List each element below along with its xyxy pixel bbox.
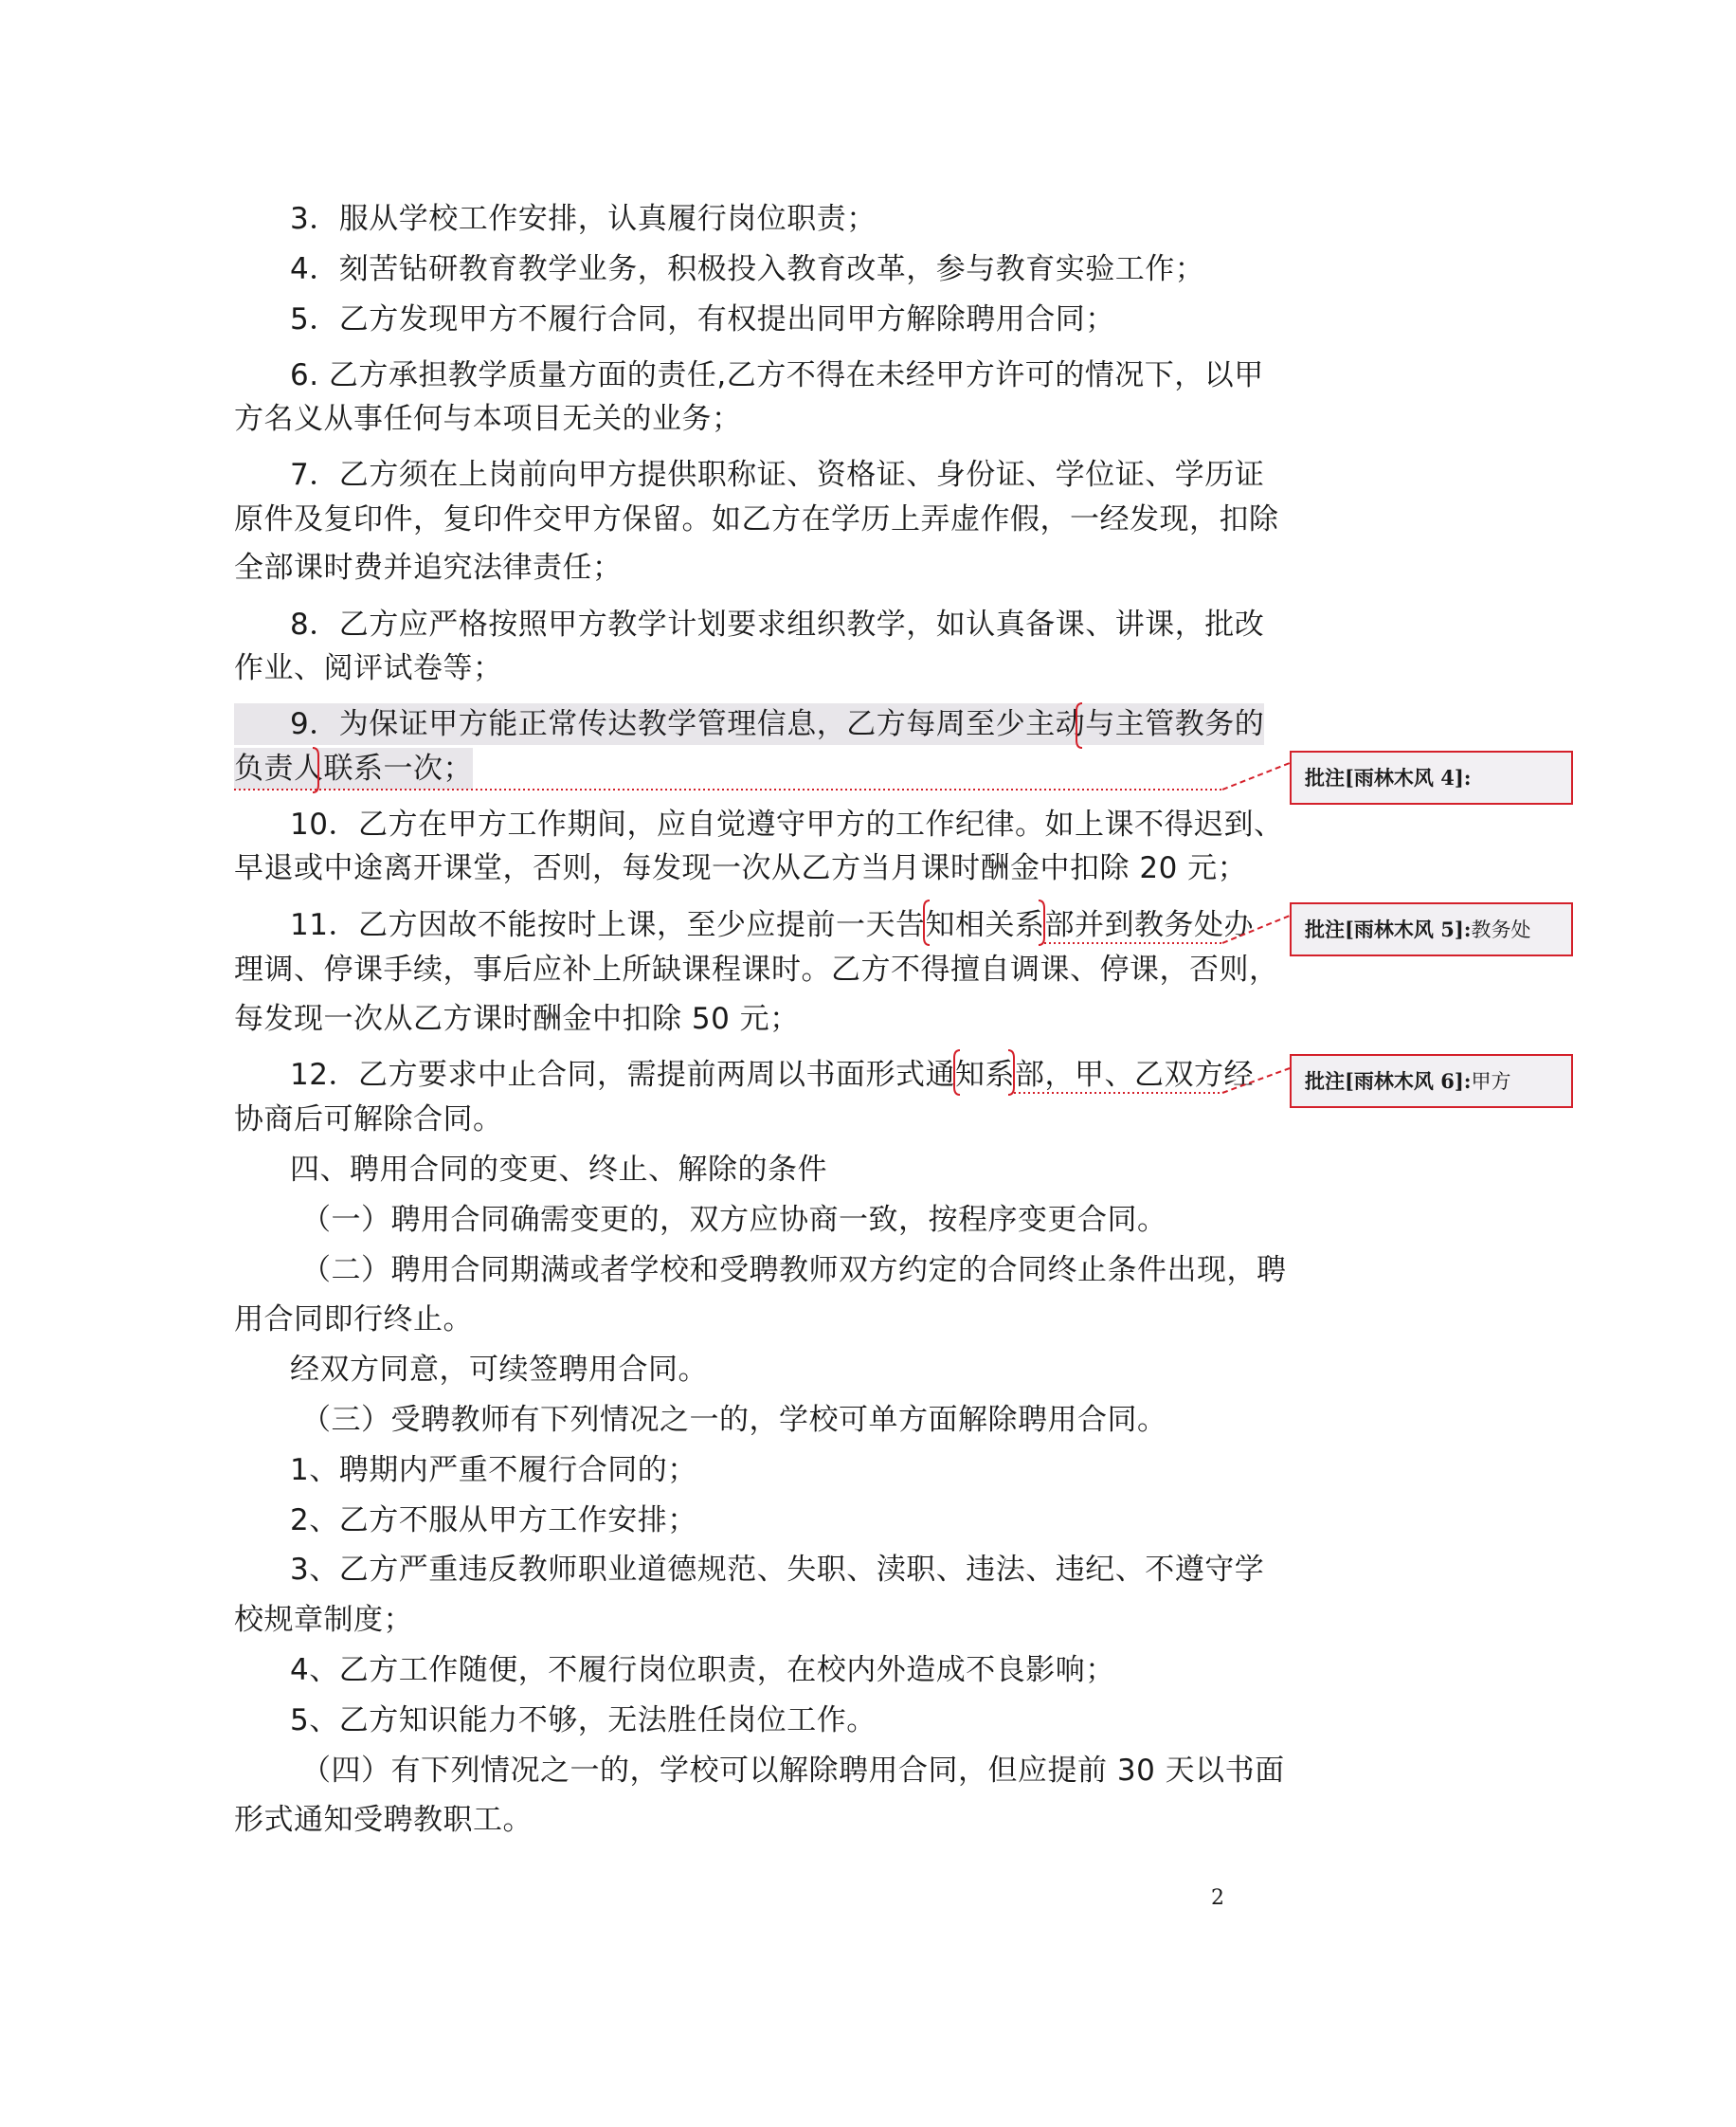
comment-text: 甲方 [1471,1070,1511,1093]
paragraph-line: 每发现一次从乙方课时酬金中扣除 50 元； [234,1002,800,1036]
comment-start-bracket [1076,703,1082,748]
paragraph-line: 7．乙方须在上岗前向甲方提供职称证、资格证、身份证、学位证、学历证 [290,458,1265,492]
paragraph-line: 8．乙方应严格按照甲方教学计划要求组织教学，如认真备课、讲课，批改 [290,608,1265,642]
comment-label: 批注[雨林木风 6]: [1305,1069,1472,1093]
paragraph-line: 校规章制度； [234,1603,413,1637]
paragraph-line: 3．服从学校工作安排，认真履行岗位职责； [290,202,877,236]
comment-start-bracket [954,1050,960,1095]
paragraph-line: 3、乙方严重违反教师职业道德规范、失职、渎职、违法、违纪、不遵守学 [290,1553,1265,1587]
comment-balloon-5[interactable] [1290,902,1573,956]
paragraph-line: 4．刻苦钻研教育教学业务，积极投入教育改革，参与教育实验工作； [290,252,1205,286]
paragraph-line: 原件及复印件，复印件交甲方保留。如乙方在学历上弄虚作假，一经发现，扣除 [234,502,1279,536]
paragraph-line: 协商后可解除合同。 [234,1102,503,1136]
paragraph-line: 理调、停课手续，事后应补上所缺课程课时。乙方不得擅自调课、停课，否则， [234,953,1279,987]
paragraph-line: 5．乙方发现甲方不履行合同，有权提出同甲方解除聘用合同； [290,302,1115,336]
comment-leader-line [1222,763,1290,790]
paragraph-line: 早退或中途离开课堂，否则，每发现一次从乙方当月课时酬金中扣除 20 元； [234,851,1248,885]
comment-start-bracket [924,900,930,945]
paragraph-line: 2、乙方不服从甲方工作安排； [290,1503,697,1537]
paragraph-line: 5、乙方知识能力不够，无法胜任岗位工作。 [290,1703,877,1737]
paragraph-line: （三）受聘教师有下列情况之一的，学校可单方面解除聘用合同。 [301,1403,1167,1437]
comment-balloon-4[interactable] [1290,751,1573,805]
paragraph-line: 11．乙方因故不能按时上课，至少应提前一天告知相关系部并到教务处办 [290,908,1254,942]
paragraph-line: 用合同即行终止。 [234,1302,473,1336]
comment-end-bracket [1008,1050,1014,1095]
comment-end-bracket [313,748,318,792]
comment-balloon-6[interactable] [1290,1054,1573,1108]
paragraph-line: 4、乙方工作随便，不履行岗位职责，在校内外造成不良影响； [290,1653,1115,1687]
paragraph-line: 全部课时费并追究法律责任； [234,551,623,585]
paragraph-line: 作业、阅评试卷等； [234,651,503,685]
paragraph-line: （二）聘用合同期满或者学校和受聘教师双方约定的合同终止条件出现，聘 [301,1253,1287,1287]
comment-end-bracket [1039,900,1044,945]
paragraph-line: （四）有下列情况之一的，学校可以解除聘用合同，但应提前 30 天以书面 [301,1754,1285,1788]
section-heading: 四、聘用合同的变更、终止、解除的条件 [290,1153,827,1187]
paragraph-line: 形式通知受聘教职工。 [234,1803,533,1837]
paragraph-line: （一）聘用合同确需变更的，双方应协商一致，按程序变更合同。 [301,1203,1167,1237]
paragraph-line: 方名义从事任何与本项目无关的业务； [234,402,742,436]
page-number: 2 [1211,1886,1224,1910]
paragraph-line: 1、聘期内严重不履行合同的； [290,1453,697,1487]
comment-leader-line [1222,916,1290,943]
paragraph-line: 6. 乙方承担教学质量方面的责任,乙方不得在未经甲方许可的情况下，以甲 [290,358,1264,392]
comment-leader-line [1222,1068,1290,1093]
comment-text: 教务处 [1471,918,1531,941]
comment-label: 批注[雨林木风 5]: [1305,918,1472,941]
comment-label: 批注[雨林木风 4]: [1305,766,1472,790]
paragraph-line: 10．乙方在甲方工作期间，应自觉遵守甲方的工作纪律。如上课不得迟到、 [290,808,1284,842]
paragraph-line: 12．乙方要求中止合同，需提前两周以书面形式通知系部，甲、乙双方经 [290,1058,1254,1092]
commented-line[interactable]: 9．为保证甲方能正常传达教学管理信息，乙方每周至少主动与主管教务的 [234,703,1264,745]
commented-line[interactable]: 负责人联系一次； [234,748,473,790]
paragraph-line: 经双方同意，可续签聘用合同。 [290,1353,708,1387]
